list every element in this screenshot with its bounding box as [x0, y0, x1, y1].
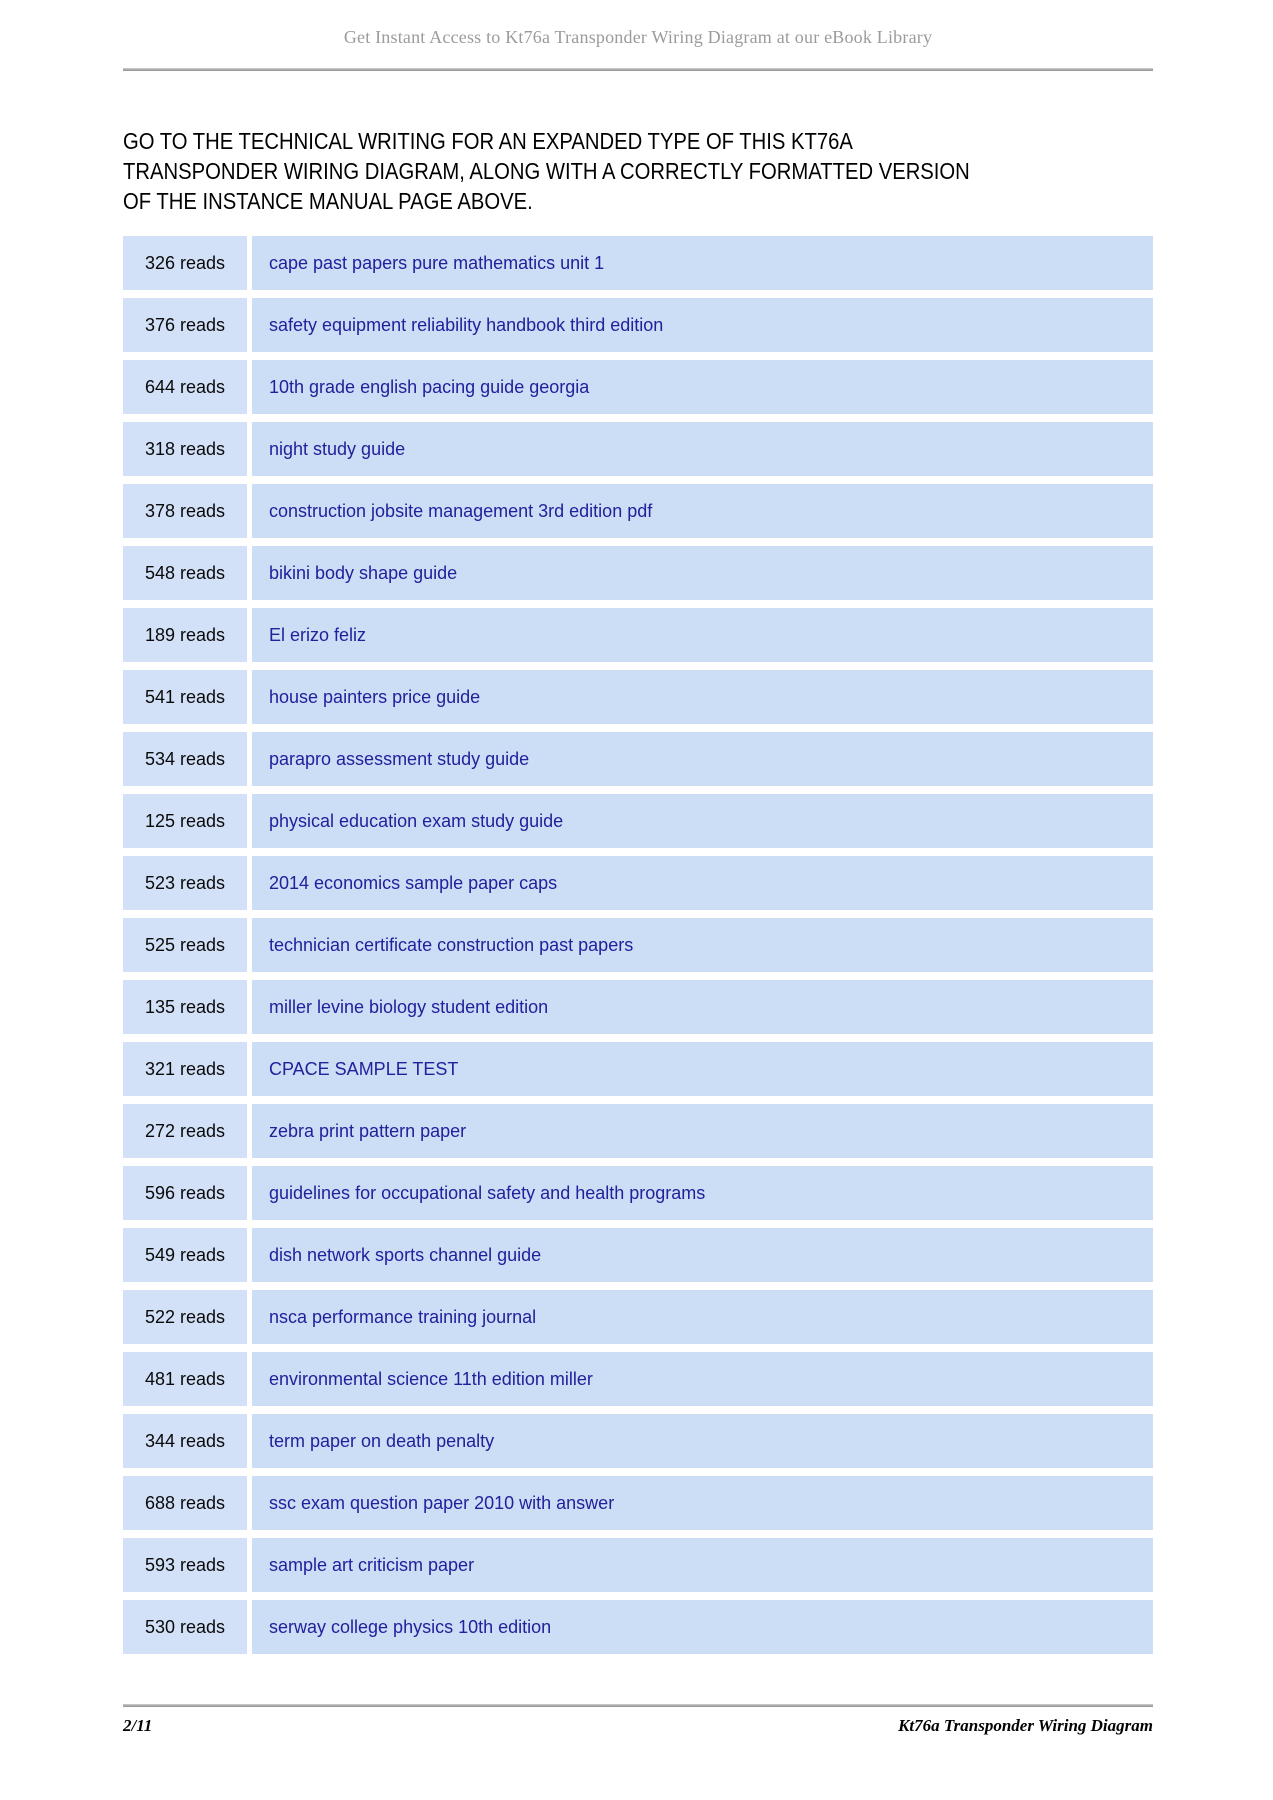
table-row — [123, 980, 1153, 1034]
title-cell — [252, 546, 1153, 600]
table-row — [123, 360, 1153, 414]
reads-count-cell: 644 reads — [123, 360, 247, 414]
footer-divider — [123, 1704, 1153, 1707]
reads-count-cell: 541 reads — [123, 670, 247, 724]
reads-count-cell: 522 reads — [123, 1290, 247, 1344]
heading-line: GO TO THE TECHNICAL WRITING FOR AN EXPANDED TYPE OF THIS KT76A — [123, 128, 853, 154]
book-title-link[interactable]: parapro assessment study guide — [269, 748, 530, 769]
table-row — [123, 1352, 1153, 1406]
reads-count-cell: 378 reads — [123, 484, 247, 538]
table-row — [123, 856, 1153, 910]
page-heading — [123, 126, 1085, 216]
header-divider — [123, 68, 1153, 71]
page-header-title: Get Instant Access to Kt76a Transponder Wiring Diagram at our eBook Library — [343, 27, 933, 47]
reads-count-cell: 596 reads — [123, 1166, 247, 1220]
title-cell — [252, 484, 1153, 538]
table-row — [123, 1538, 1153, 1592]
title-cell — [252, 298, 1153, 352]
book-title-link[interactable]: zebra print pattern paper — [269, 1120, 467, 1141]
book-title-link[interactable]: miller levine biology student edition — [269, 996, 549, 1017]
book-title-link[interactable]: serway college physics 10th edition — [269, 1616, 552, 1637]
table-row — [123, 794, 1153, 848]
title-cell — [252, 1042, 1153, 1096]
book-title-link[interactable]: sample art criticism paper — [269, 1554, 475, 1575]
table-row — [123, 422, 1153, 476]
book-title-link[interactable]: 10th grade english pacing guide georgia — [269, 376, 590, 397]
reads-count-cell: 549 reads — [123, 1228, 247, 1282]
reads-count-cell: 376 reads — [123, 298, 247, 352]
book-title-link[interactable]: technician certificate construction past papers — [269, 934, 634, 955]
table-row — [123, 918, 1153, 972]
title-cell — [252, 1414, 1153, 1468]
table-row — [123, 732, 1153, 786]
table-row — [123, 1166, 1153, 1220]
title-cell — [252, 1538, 1153, 1592]
title-cell — [252, 1228, 1153, 1282]
footer-document-title: Kt76a Transponder Wiring Diagram — [898, 1716, 1153, 1735]
title-cell — [252, 422, 1153, 476]
reads-count-cell: 272 reads — [123, 1104, 247, 1158]
title-cell — [252, 670, 1153, 724]
table-row — [123, 608, 1153, 662]
title-cell — [252, 608, 1153, 662]
reads-count-cell: 321 reads — [123, 1042, 247, 1096]
title-cell — [252, 1600, 1153, 1654]
reads-count-cell: 189 reads — [123, 608, 247, 662]
book-title-link[interactable]: 2014 economics sample paper caps — [269, 872, 558, 893]
table-row — [123, 546, 1153, 600]
table-row — [123, 1600, 1153, 1654]
reads-count-cell: 534 reads — [123, 732, 247, 786]
table-row — [123, 1042, 1153, 1096]
reads-count-cell: 481 reads — [123, 1352, 247, 1406]
book-title-link[interactable]: CPACE SAMPLE TEST — [269, 1058, 459, 1079]
book-title-link[interactable]: term paper on death penalty — [269, 1430, 495, 1451]
book-title-link[interactable]: environmental science 11th edition miller — [269, 1368, 593, 1389]
reads-count-cell: 523 reads — [123, 856, 247, 910]
table-row — [123, 670, 1153, 724]
book-title-link[interactable]: nsca performance training journal — [269, 1306, 537, 1327]
title-cell — [252, 1166, 1153, 1220]
book-title-link[interactable]: construction jobsite management 3rd edition pdf — [269, 500, 653, 521]
heading-line: TRANSPONDER WIRING DIAGRAM, ALONG WITH A CORRECTLY FORMATTED VERSION — [123, 158, 970, 184]
page-footer — [123, 1716, 1153, 1736]
title-cell — [252, 732, 1153, 786]
heading-line: OF THE INSTANCE MANUAL PAGE ABOVE. — [123, 188, 533, 214]
table-row — [123, 1476, 1153, 1530]
title-cell — [252, 1104, 1153, 1158]
book-title-link[interactable]: guidelines for occupational safety and health programs — [269, 1182, 706, 1203]
table-row — [123, 484, 1153, 538]
reads-count-cell: 344 reads — [123, 1414, 247, 1468]
book-list-table — [123, 236, 1153, 1654]
title-cell — [252, 360, 1153, 414]
title-cell — [252, 856, 1153, 910]
reads-count-cell: 688 reads — [123, 1476, 247, 1530]
reads-count-cell: 530 reads — [123, 1600, 247, 1654]
reads-count-cell: 548 reads — [123, 546, 247, 600]
table-row — [123, 1104, 1153, 1158]
reads-count-cell: 318 reads — [123, 422, 247, 476]
book-title-link[interactable]: ssc exam question paper 2010 with answer — [269, 1492, 615, 1513]
table-row — [123, 236, 1153, 290]
book-title-link[interactable]: safety equipment reliability handbook third edition — [269, 314, 664, 335]
title-cell — [252, 980, 1153, 1034]
book-title-link[interactable]: dish network sports channel guide — [269, 1244, 542, 1265]
title-cell — [252, 794, 1153, 848]
title-cell — [252, 1352, 1153, 1406]
title-cell — [252, 918, 1153, 972]
reads-count-cell: 326 reads — [123, 236, 247, 290]
table-row — [123, 1290, 1153, 1344]
reads-count-cell: 135 reads — [123, 980, 247, 1034]
book-title-link[interactable]: bikini body shape guide — [269, 562, 458, 583]
reads-count-cell: 125 reads — [123, 794, 247, 848]
title-cell — [252, 1290, 1153, 1344]
reads-count-cell: 593 reads — [123, 1538, 247, 1592]
page-number: 2/11 — [123, 1716, 153, 1735]
book-title-link[interactable]: physical education exam study guide — [269, 810, 564, 831]
table-row — [123, 1414, 1153, 1468]
table-row — [123, 298, 1153, 352]
title-cell — [252, 236, 1153, 290]
book-title-link[interactable]: cape past papers pure mathematics unit 1 — [269, 252, 605, 273]
book-title-link[interactable]: night study guide — [269, 438, 406, 459]
book-title-link[interactable]: El erizo feliz — [269, 624, 367, 645]
book-title-link[interactable]: house painters price guide — [269, 686, 481, 707]
reads-count-cell: 525 reads — [123, 918, 247, 972]
title-cell — [252, 1476, 1153, 1530]
table-row — [123, 1228, 1153, 1282]
